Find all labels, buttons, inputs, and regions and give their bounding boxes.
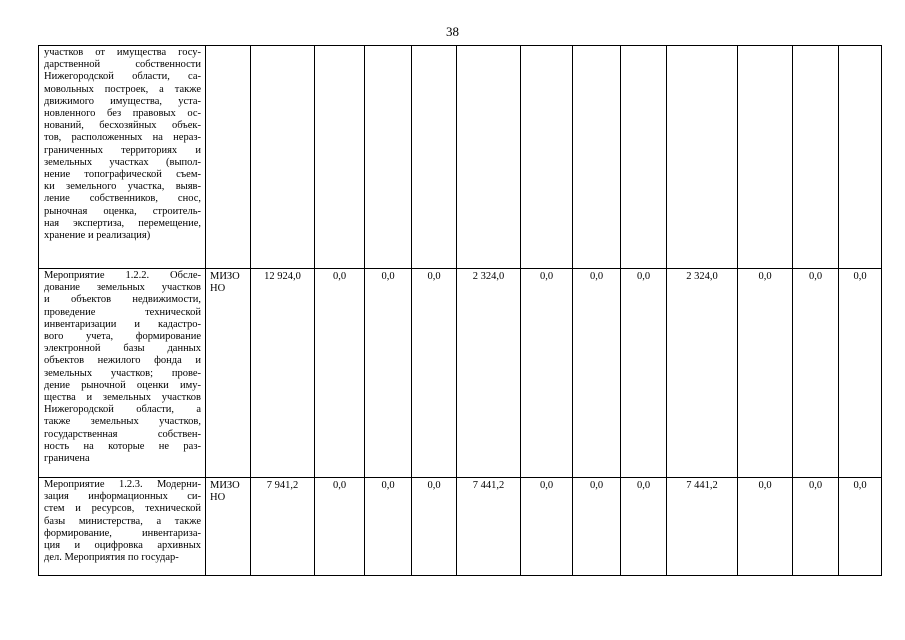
value-cell: 0,0 [793, 478, 839, 576]
value-cell: 12 924,0 [251, 269, 315, 478]
description-line: Нижегородской области, а [44, 404, 201, 416]
value-cell: 2 324,0 [457, 269, 521, 478]
description-line: рыночная оценка, строитель- [44, 205, 201, 217]
value-cell: 7 941,2 [251, 478, 315, 576]
description-line: нение топографической съем- [44, 169, 201, 181]
value-cell [365, 46, 412, 269]
description-line: нований, бесхозяйных объек- [44, 120, 201, 132]
activity-description-cell [39, 269, 206, 478]
value-cell: 0,0 [793, 269, 839, 478]
description-line: новленного без правовых ос- [44, 108, 201, 120]
description-line: инвентаризации и кадастро- [44, 318, 201, 330]
value-cell: 7 441,2 [457, 478, 521, 576]
value-cell: 0,0 [521, 269, 573, 478]
value-cell: 2 324,0 [667, 269, 738, 478]
description-line: дарственной собственности [44, 59, 201, 71]
table-row [39, 46, 882, 269]
value-cell [839, 46, 882, 269]
description-line: вого учета, формирование [44, 331, 201, 343]
value-cell: 0,0 [573, 269, 621, 478]
description-line: Мероприятие 1.2.2. Обсле- [44, 270, 201, 281]
value-cell: 0,0 [621, 478, 667, 576]
description-line: участков от имущества госу- [44, 47, 201, 58]
value-cell [573, 46, 621, 269]
value-cell [251, 46, 315, 269]
description-line: земельных участков; прове- [44, 367, 201, 379]
description-line: электронной базы данных [44, 343, 201, 355]
budget-table [38, 45, 882, 576]
value-cell [793, 46, 839, 269]
value-cell [521, 46, 573, 269]
value-cell: 0,0 [315, 478, 365, 576]
value-cell: 0,0 [365, 269, 412, 478]
description-line: хранение и реализация) [44, 230, 151, 242]
value-cell [457, 46, 521, 269]
description-line: земельных участках (выпол- [44, 156, 201, 168]
description-line: движимого имущества, уста- [44, 95, 201, 107]
value-cell: 7 441,2 [667, 478, 738, 576]
value-cell: 0,0 [521, 478, 573, 576]
value-cell [738, 46, 793, 269]
value-cell: 0,0 [412, 478, 457, 576]
description-line: граниченных территориях и [44, 144, 201, 156]
activity-description-cell [39, 46, 206, 269]
description-line: мовольных построек, а также [44, 83, 201, 95]
description-line: базы министерства, а также [44, 515, 201, 527]
description-line: ность на которые не раз- [44, 440, 201, 452]
value-cell: 0,0 [365, 478, 412, 576]
executor-cell: МИЗО НО [206, 478, 251, 576]
description-line: и объектов недвижимости, [44, 294, 201, 306]
executor-cell: МИЗО НО [206, 269, 251, 478]
value-cell: 0,0 [621, 269, 667, 478]
value-cell: 0,0 [412, 269, 457, 478]
page-number: 38 [446, 24, 459, 39]
table-row [39, 478, 882, 576]
description-line: дование земельных участков [44, 282, 201, 294]
description-line: ки земельного участка, выяв- [44, 181, 201, 193]
description-line: ция и оцифровка архивных [44, 540, 201, 552]
description-line: щества и земельных участков [44, 392, 201, 404]
value-cell: 0,0 [839, 478, 882, 576]
value-cell: 0,0 [738, 269, 793, 478]
executor-cell [206, 46, 251, 269]
description-line: Мероприятие 1.2.3. Модерни- [44, 479, 201, 490]
description-line: дел. Мероприятия по государ- [44, 552, 179, 564]
description-line: проведение технической [44, 306, 201, 318]
description-line: стем и ресурсов, технической [44, 503, 201, 515]
description-line: государственная собствен- [44, 428, 201, 440]
value-cell [315, 46, 365, 269]
description-line: формирование, инвентариза- [44, 527, 201, 539]
description-line: граничена [44, 453, 90, 465]
description-line: дение рыночной оценки иму- [44, 379, 201, 391]
description-line: ная экспертиза, перемещение, [44, 217, 201, 229]
value-cell [667, 46, 738, 269]
value-cell [412, 46, 457, 269]
activity-description-cell [39, 478, 206, 576]
value-cell: 0,0 [839, 269, 882, 478]
value-cell: 0,0 [738, 478, 793, 576]
value-cell: 0,0 [573, 478, 621, 576]
value-cell [621, 46, 667, 269]
description-line: зация информационных си- [44, 491, 201, 503]
description-line: объектов нежилого фонда и [44, 355, 201, 367]
description-line: Нижегородской области, са- [44, 71, 201, 83]
value-cell: 0,0 [315, 269, 365, 478]
description-line: тов, расположенных на нераз- [44, 132, 201, 144]
table-row [39, 269, 882, 478]
description-line: также земельных участков, [44, 416, 201, 428]
description-line: ление собственников, снос, [44, 193, 201, 205]
